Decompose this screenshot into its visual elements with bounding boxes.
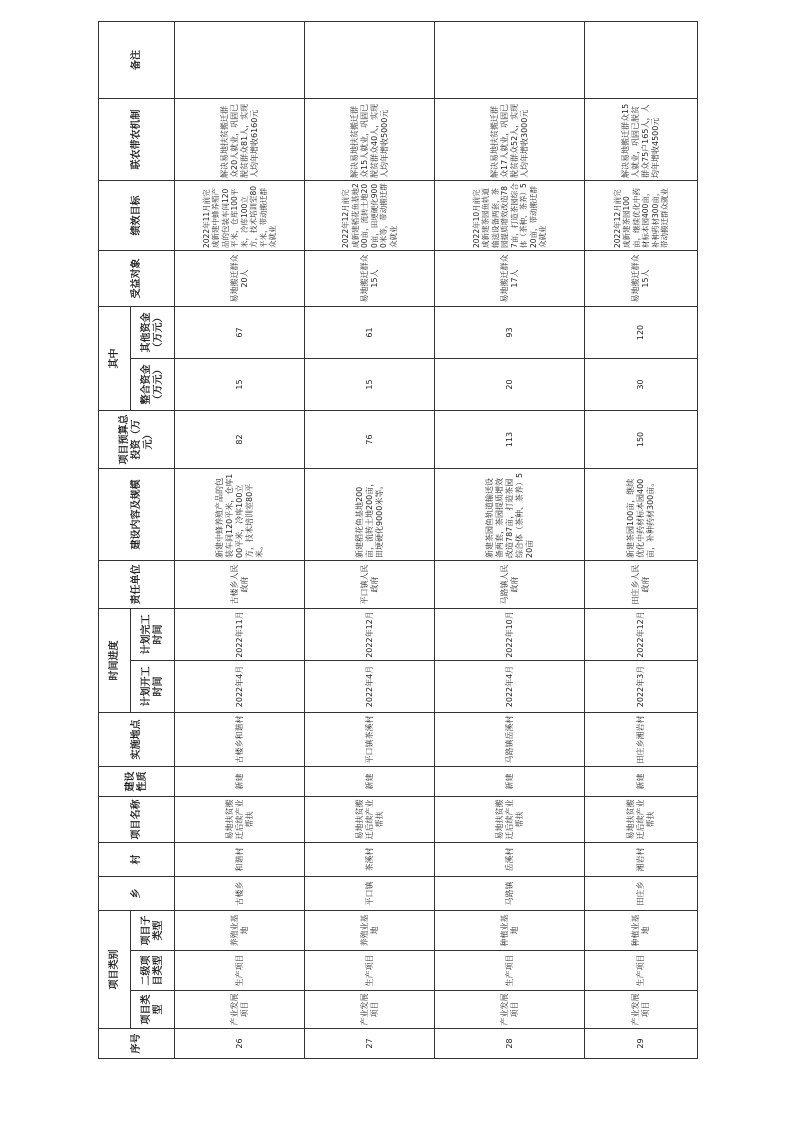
cell-beneficiary: 易地搬迁群众15人: [305, 251, 435, 307]
cell-nature: 新建: [435, 767, 585, 797]
project-table: [98, 21, 698, 1059]
cell-name: 易地扶贫搬迁后续产业帮扶: [585, 797, 698, 843]
cell-cat1: 产业发展项目: [585, 991, 698, 1029]
table-row: [585, 22, 698, 1059]
cell-unit: 古楼乡人民政府: [175, 561, 305, 609]
table-row: [305, 22, 435, 1059]
cell-end: 2022年12月: [305, 609, 435, 661]
cell-beneficiary: 易地搬迁群众15人: [585, 251, 698, 307]
cell-cat3: 养殖业基地: [175, 911, 305, 951]
cell-seq: 28: [435, 1029, 585, 1059]
cell-mechanism: 解决易地搬迁群众15人就业，巩固已脱贫群众75户165人，人均年增收4500元: [585, 99, 698, 181]
header-budget: 项目预算总投资（万元）: [99, 411, 175, 469]
cell-cat2: 生产项目: [585, 951, 698, 991]
cell-beneficiary: 易地搬迁群众20人: [175, 251, 305, 307]
cell-cat1: 产业发展项目: [305, 991, 435, 1029]
header-remarks: 备注: [99, 22, 175, 99]
table-row: [175, 22, 305, 1059]
header-of-which: 其中: [99, 307, 131, 411]
cell-name: 易地扶贫搬迁后续产业帮扶: [305, 797, 435, 843]
header-mechanism: 联农带农机制: [99, 99, 175, 181]
cell-integrated: 20: [435, 359, 585, 411]
cell-unit: 平口镇人民政府: [305, 561, 435, 609]
cell-remarks: [585, 22, 698, 99]
cell-village: 和谐村: [175, 843, 305, 877]
cell-budget: 76: [305, 411, 435, 469]
cell-budget: 150: [585, 411, 698, 469]
cell-township: 马路镇: [435, 877, 585, 911]
header-cat2: 二级项目类型: [131, 951, 175, 991]
cell-budget: 113: [435, 411, 585, 469]
cell-village: 茶溪村: [305, 843, 435, 877]
header-other: 其他资金（万元）: [131, 307, 175, 359]
cell-content: 新建稻花鱼基地200亩，流转土地200亩，田埂硬化9000米等。: [305, 469, 435, 561]
header-integrated: 整合资金（万元）: [131, 359, 175, 411]
cell-mechanism: 解决易地扶贫搬迁群众17人就业，巩固已脱贫群众52人，实现人均年增收3000元: [435, 99, 585, 181]
header-category-group: 项目类别: [99, 911, 131, 1029]
cell-start: 2022年3月: [585, 661, 698, 713]
header-end: 计划完工时间: [131, 609, 175, 661]
header-seq: 序号: [99, 1029, 175, 1059]
header-goal: 绩效目标: [99, 181, 175, 251]
cell-goal: 2022年10月前完成新建茶园鱼轨道输送设备两套，茶园提质增效改造787亩，打造茶园综合体（茶种、茶养）520亩，带动搬迁群众就业: [435, 181, 585, 251]
cell-township: 古楼乡: [175, 877, 305, 911]
cell-location: 古楼乡和谐村: [175, 713, 305, 767]
cell-end: 2022年12月: [585, 609, 698, 661]
cell-cat1: 产业发展项目: [435, 991, 585, 1029]
cell-other: 93: [435, 307, 585, 359]
cell-goal: 2022年12月前完成新建茶园100亩，继续优化中药材标本园400亩，补种药材300亩，带动搬迁群众就业: [585, 181, 698, 251]
cell-beneficiary: 易地搬迁群众17人: [435, 251, 585, 307]
cell-start: 2022年4月: [435, 661, 585, 713]
cell-other: 61: [305, 307, 435, 359]
header-unit: 责任单位: [99, 561, 175, 609]
cell-unit: 田庄乡人民政府: [585, 561, 698, 609]
header-cat1: 项目类型: [131, 991, 175, 1029]
header-start: 计划开工时间: [131, 661, 175, 713]
cell-mechanism: 解决易地扶贫搬迁群众15人就业，巩固已脱贫群众40人，实现人均年增收5000元: [305, 99, 435, 181]
cell-cat1: 产业发展项目: [175, 991, 305, 1029]
header-village: 村: [99, 843, 175, 877]
header-township: 乡: [99, 877, 175, 911]
rotated-page: [98, 50, 697, 1059]
cell-location: 平口镇茶溪村: [305, 713, 435, 767]
header-cat3: 项目子类型: [131, 911, 175, 951]
cell-start: 2022年4月: [305, 661, 435, 713]
cell-budget: 82: [175, 411, 305, 469]
cell-location: 田庄乡湘岩村: [585, 713, 698, 767]
cell-goal: 2022年12月前完成新建稻花鱼基地200亩，流转土地200亩，田埂硬化9000米等，带动搬迁群众就业: [305, 181, 435, 251]
cell-nature: 新建: [175, 767, 305, 797]
cell-other: 67: [175, 307, 305, 359]
header-content: 建设内容及规模: [99, 469, 175, 561]
cell-other: 120: [585, 307, 698, 359]
cell-name: 易地扶贫搬迁后续产业帮扶: [435, 797, 585, 843]
header-beneficiary: 受益对象: [99, 251, 175, 307]
cell-township: 平口镇: [305, 877, 435, 911]
cell-name: 易地扶贫搬迁后续产业帮扶: [175, 797, 305, 843]
cell-integrated: 15: [305, 359, 435, 411]
cell-content: 新建茶园鱼轨道输送设备两套，茶园提质增效改造787亩，打造茶园综合体（茶种、茶养）520亩: [435, 469, 585, 561]
cell-end: 2022年11月: [175, 609, 305, 661]
cell-cat3: 种植业基地: [435, 911, 585, 951]
cell-cat2: 生产项目: [305, 951, 435, 991]
cell-integrated: 15: [175, 359, 305, 411]
cell-remarks: [305, 22, 435, 99]
cell-goal: 2022年11月前完成新建中蜂养殖产品的包装车间120平米，仓库100平米，冷库100立方，技术培训室80平米，带动搬迁群众就业: [175, 181, 305, 251]
header-nature: 建设性质: [99, 767, 175, 797]
cell-cat2: 生产项目: [175, 951, 305, 991]
cell-nature: 新建: [585, 767, 698, 797]
cell-location: 马路镇岳溪村: [435, 713, 585, 767]
cell-seq: 26: [175, 1029, 305, 1059]
header-time-group: 时间进度: [99, 609, 131, 713]
cell-content: 新建中蜂养殖产品的包装车间120平米，仓库100平米，冷库100立方，技术培训室80平米。: [175, 469, 305, 561]
cell-remarks: [175, 22, 305, 99]
cell-end: 2022年10月: [435, 609, 585, 661]
cell-seq: 27: [305, 1029, 435, 1059]
cell-nature: 新建: [305, 767, 435, 797]
cell-remarks: [435, 22, 585, 99]
cell-cat3: 种植业基地: [585, 911, 698, 951]
cell-mechanism: 解决易地扶贫搬迁群众20人就业，巩固已脱贫群众81人，实现人均年增收6160元: [175, 99, 305, 181]
cell-content: 新建茶园100亩，继续优化中药材标本园400亩，补种药材300亩。: [585, 469, 698, 561]
cell-unit: 马路镇人民政府: [435, 561, 585, 609]
cell-township: 田庄乡: [585, 877, 698, 911]
table-row: [435, 22, 585, 1059]
cell-integrated: 30: [585, 359, 698, 411]
cell-start: 2022年4月: [175, 661, 305, 713]
cell-seq: 29: [585, 1029, 698, 1059]
cell-cat2: 生产项目: [435, 951, 585, 991]
cell-village: 岳溪村: [435, 843, 585, 877]
header-name: 项目名称: [99, 797, 175, 843]
cell-cat3: 养殖业基地: [305, 911, 435, 951]
header-location: 实施地点: [99, 713, 175, 767]
cell-village: 湘岩村: [585, 843, 698, 877]
